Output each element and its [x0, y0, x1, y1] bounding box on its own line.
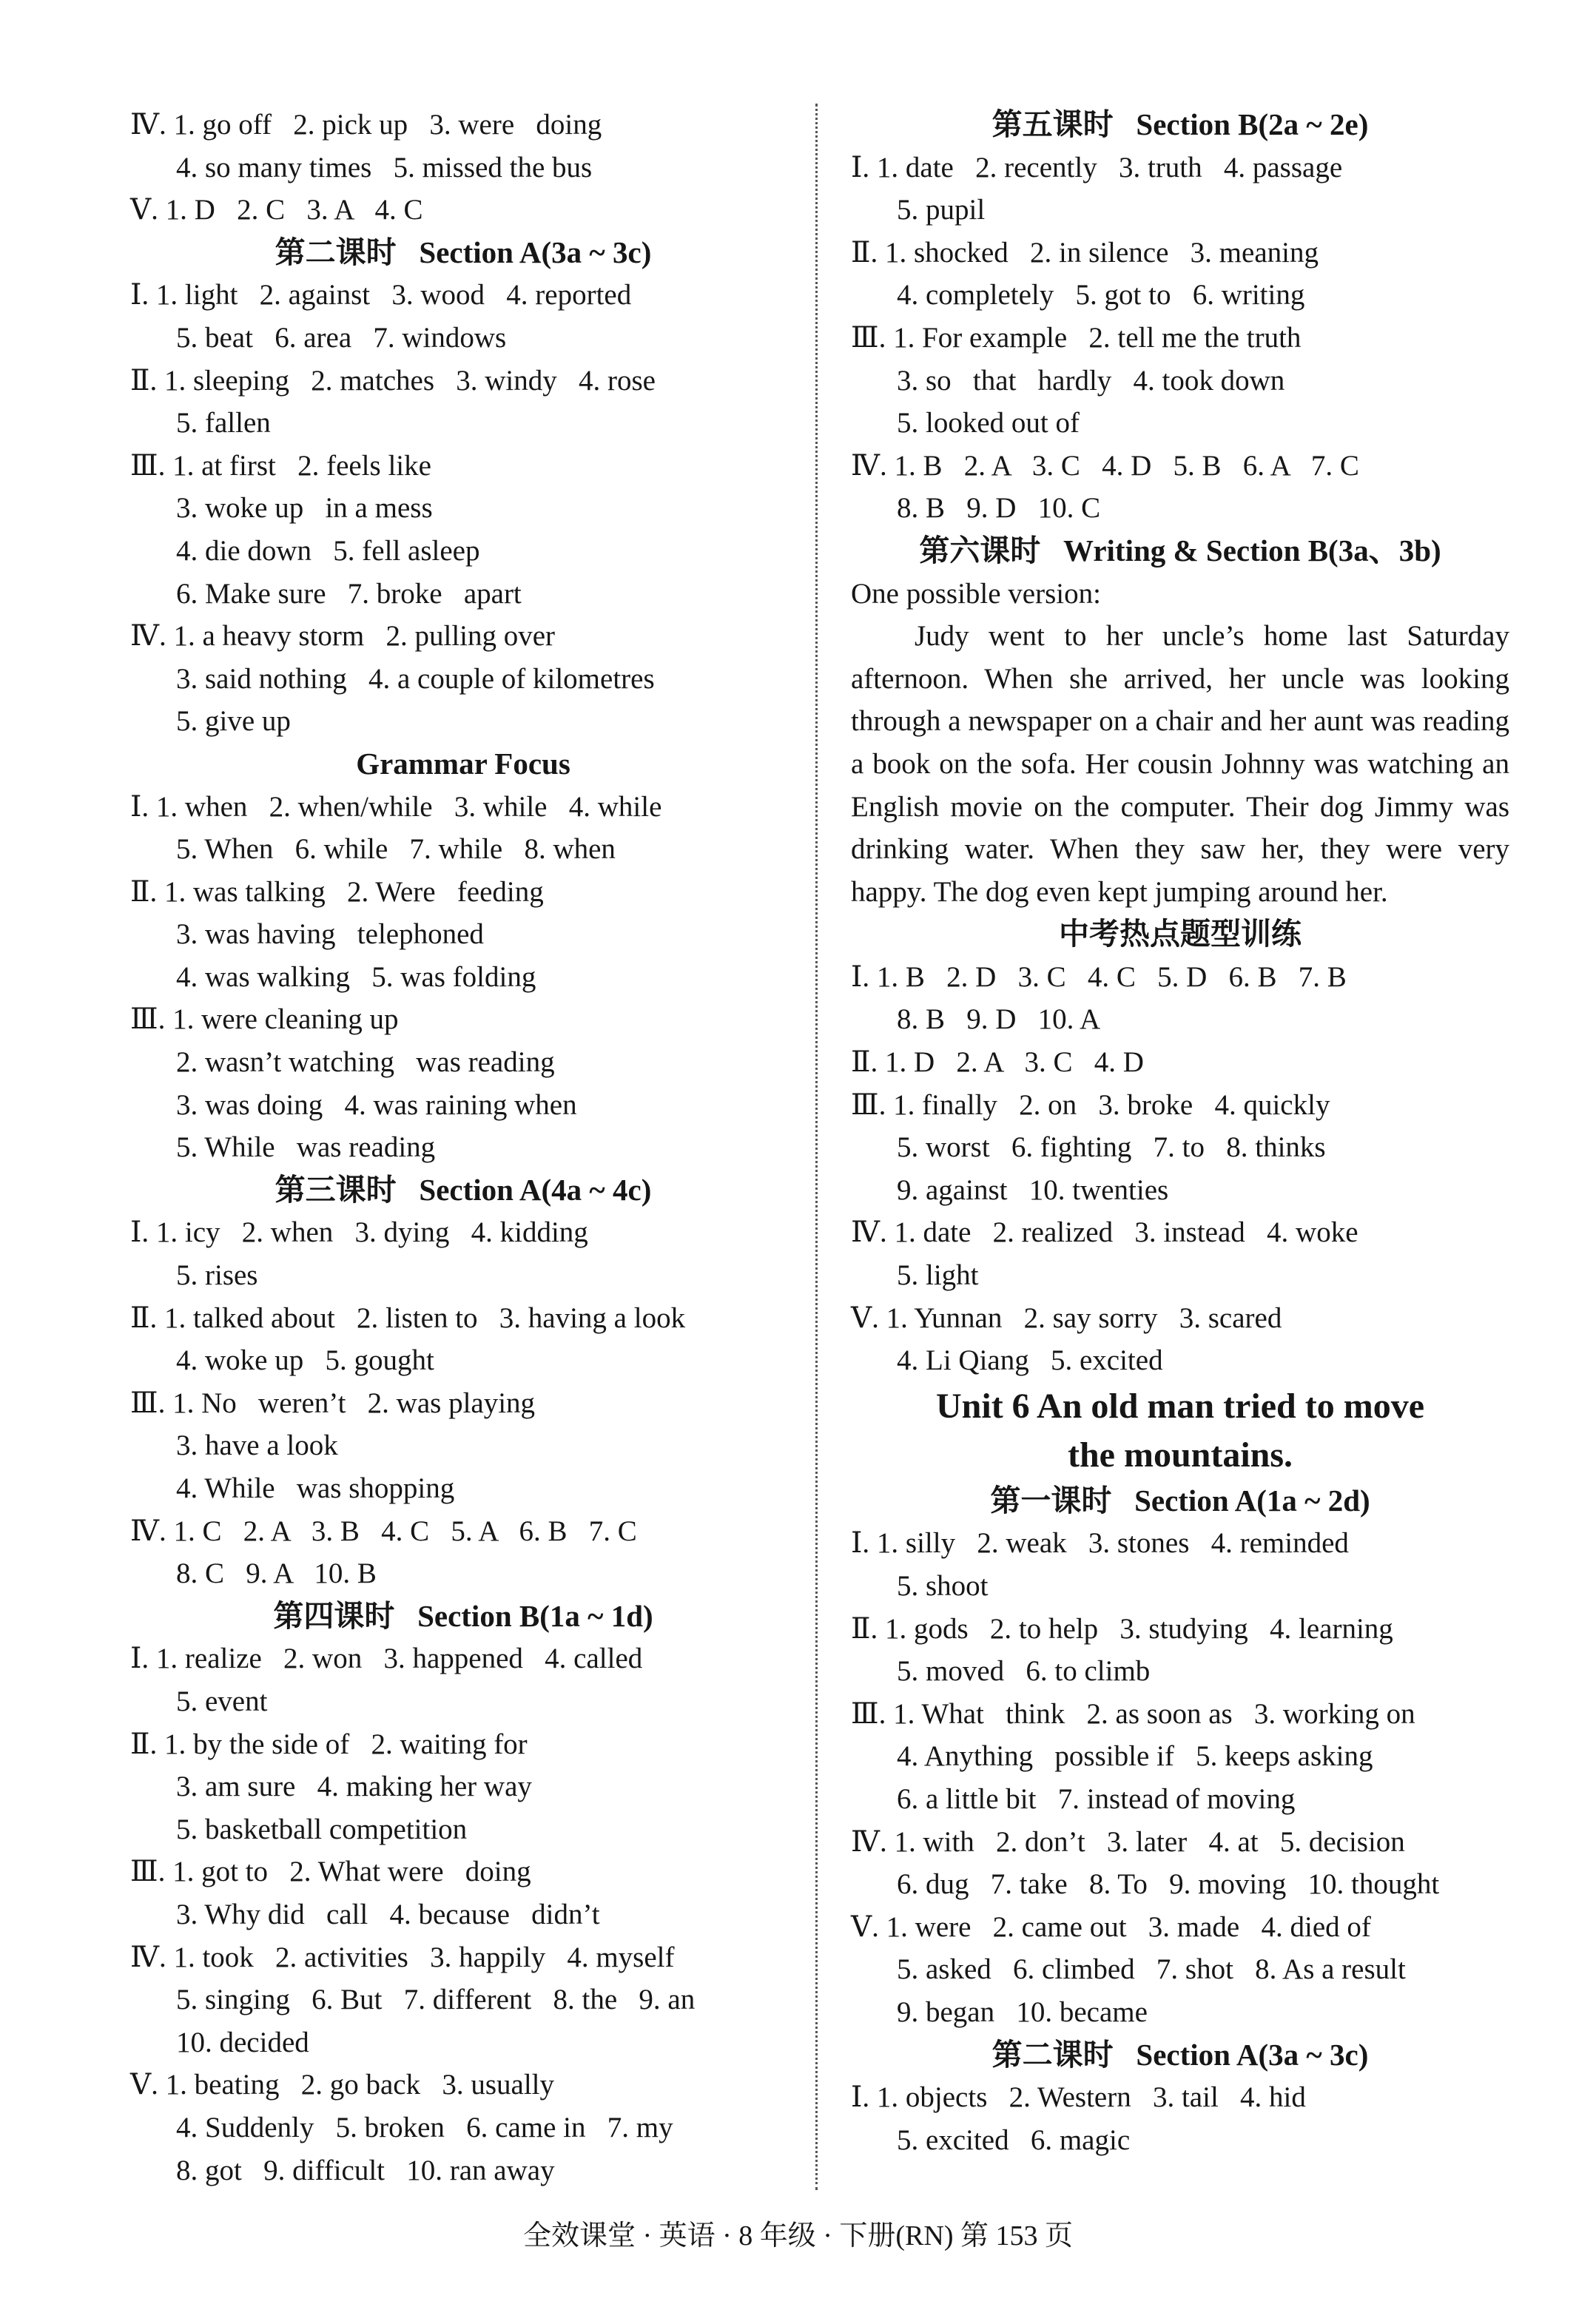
- section-heading: 第三课时 Section A(4a ~ 4c): [275, 1172, 652, 1207]
- column-divider: [815, 104, 818, 2190]
- answer-line-continued: 10. decided: [176, 2026, 309, 2058]
- section-heading: 第二课时 Section A(3a ~ 3c): [991, 2037, 1369, 2072]
- answer-line: Ⅴ. 1. were 2. came out 3. made 4. died of: [851, 1910, 1371, 1943]
- answer-line: Ⅲ. 1. For example 2. tell me the truth: [851, 321, 1302, 354]
- unit-title: Unit 6 An old man tried to move: [936, 1386, 1424, 1426]
- answer-line: Ⅲ. 1. finally 2. on 3. broke 4. quickly: [851, 1088, 1330, 1121]
- answer-line-continued: 9. against 10. twenties: [897, 1173, 1169, 1206]
- answer-line: Ⅱ. 1. D 2. A 3. C 4. D: [851, 1046, 1144, 1079]
- answer-line: Ⅰ. 1. objects 2. Western 3. tail 4. hid: [851, 2081, 1306, 2114]
- answer-line-continued: 5. basketball competition: [176, 1813, 468, 1845]
- section-heading: Grammar Focus: [356, 746, 570, 781]
- answer-line: Ⅲ. 1. got to 2. What were doing: [130, 1856, 531, 1888]
- page-footer: 全效课堂 · 英语 · 8 年级 · 下册(RN) 第 153 页: [522, 2220, 1074, 2251]
- answer-line: Ⅲ. 1. at first 2. feels like: [130, 449, 431, 482]
- section-heading: 第四课时 Section B(1a ~ 1d): [273, 1598, 653, 1633]
- answer-line-continued: 3. was having telephoned: [176, 918, 484, 951]
- answer-line: Ⅰ. 1. light 2. against 3. wood 4. reported: [130, 279, 632, 311]
- answer-line-continued: 4. Anything possible if 5. keeps asking: [897, 1740, 1373, 1773]
- answer-line-continued: 4. Li Qiang 5. excited: [897, 1344, 1163, 1377]
- section-heading: 第二课时 Section A(3a ~ 3c): [275, 235, 652, 269]
- answer-line-continued: 4. was walking 5. was folding: [176, 960, 536, 993]
- answer-line-continued: 3. said nothing 4. a couple of kilometres: [176, 662, 655, 695]
- answer-line-continued: 5. give up: [176, 705, 291, 738]
- answer-line-continued: 3. have a look: [176, 1429, 338, 1462]
- answer-line-continued: 3. woke up in a mess: [176, 492, 433, 525]
- answer-line: Ⅱ. 1. was talking 2. Were feeding: [130, 875, 544, 908]
- section-heading: 第五课时 Section B(2a ~ 2e): [991, 107, 1369, 141]
- answer-line-continued: 5. worst 6. fighting 7. to 8. thinks: [897, 1131, 1326, 1164]
- answer-line: Ⅳ. 1. date 2. realized 3. instead 4. woke: [851, 1216, 1358, 1249]
- answer-line-continued: 3. am sure 4. making her way: [176, 1771, 532, 1803]
- answer-line-continued: 5. light: [897, 1259, 979, 1292]
- answer-line-continued: 4. completely 5. got to 6. writing: [897, 279, 1305, 311]
- answer-line-continued: 5. When 6. while 7. while 8. when: [176, 833, 616, 866]
- answer-line-continued: 6. dug 7. take 8. To 9. moving 10. thought: [897, 1868, 1440, 1901]
- answer-line: Ⅱ. 1. gods 2. to help 3. studying 4. learning: [851, 1612, 1393, 1645]
- section-heading: 第六课时 Writing & Section B(3a、3b): [919, 533, 1441, 567]
- right-answer-column: [851, 104, 1509, 2161]
- answer-line-continued: 5. moved 6. to climb: [897, 1655, 1151, 1688]
- section-heading: 中考热点题型训练: [1059, 917, 1302, 952]
- answer-line-continued: 4. woke up 5. gought: [176, 1344, 434, 1377]
- answer-line: Ⅳ. 1. with 2. don’t 3. later 4. at 5. decision: [851, 1825, 1405, 1858]
- answer-line: Ⅰ. 1. date 2. recently 3. truth 4. passage: [851, 151, 1343, 183]
- answer-line-continued: 6. a little bit 7. instead of moving: [897, 1782, 1296, 1815]
- answer-line-continued: 3. was doing 4. was raining when: [176, 1088, 577, 1121]
- answer-line-continued: 3. so that hardly 4. took down: [897, 364, 1285, 397]
- answer-line: Ⅳ. 1. took 2. activities 3. happily 4. myself: [130, 1941, 675, 1973]
- answer-line-continued: 5. excited 6. magic: [897, 2123, 1131, 2156]
- answer-line-continued: 5. shoot: [897, 1570, 989, 1602]
- answer-line-continued: 5. While was reading: [176, 1131, 436, 1164]
- answer-line: Ⅳ. 1. C 2. A 3. B 4. C 5. A 6. B 7. C: [130, 1515, 637, 1547]
- answer-line-continued: 5. fallen: [176, 407, 271, 439]
- answer-line: Ⅰ. 1. B 2. D 3. C 4. C 5. D 6. B 7. B: [851, 960, 1347, 993]
- answer-line: Ⅰ. 1. icy 2. when 3. dying 4. kidding: [130, 1216, 588, 1249]
- answer-line-continued: 4. die down 5. fell asleep: [176, 534, 480, 567]
- answer-line-continued: 4. While was shopping: [176, 1472, 455, 1504]
- answer-line: Ⅲ. 1. What think 2. as soon as 3. working on: [851, 1697, 1415, 1730]
- answer-line: Ⅰ. 1. realize 2. won 3. happened 4. called: [130, 1643, 643, 1675]
- sample-essay: Judy went to her uncle’s home last Saturday afternoon. When she arrived, her uncle was looking through a newspaper on a chair and her aunt was reading a book on the sofa. Her cousin Johnny was watching an English movie on the computer. Their dog Jimmy was drinking water. When they saw her, they were very happy. The dog even kept jumping around her.: [851, 620, 1509, 908]
- answer-line-continued: 5. event: [176, 1685, 268, 1717]
- answer-line: Ⅰ. 1. when 2. when/while 3. while 4. while: [130, 790, 662, 823]
- answer-line: Ⅳ. 1. B 2. A 3. C 4. D 5. B 6. A 7. C: [851, 449, 1359, 482]
- answer-line-continued: 4. Suddenly 5. broken 6. came in 7. my: [176, 2111, 673, 2143]
- answer-line: Ⅱ. 1. shocked 2. in silence 3. meaning: [851, 236, 1319, 269]
- answer-line-continued: 8. C 9. A 10. B: [176, 1557, 377, 1590]
- answer-line: Ⅱ. 1. by the side of 2. waiting for: [130, 1728, 528, 1760]
- answer-line: Ⅲ. 1. No weren’t 2. was playing: [130, 1387, 536, 1419]
- answer-line: Ⅴ. 1. beating 2. go back 3. usually: [130, 2069, 554, 2101]
- answer-line-continued: 8. B 9. D 10. C: [897, 492, 1101, 525]
- answer-line-continued: 5. singing 6. But 7. different 8. the 9. an: [176, 1984, 696, 2016]
- answer-line-continued: 2. wasn’t watching was reading: [176, 1046, 555, 1079]
- answer-line: Ⅰ. 1. silly 2. weak 3. stones 4. reminded: [851, 1527, 1349, 1560]
- answer-line-continued: 6. Make sure 7. broke apart: [176, 577, 522, 610]
- answer-line-continued: 5. asked 6. climbed 7. shot 8. As a result: [897, 1953, 1406, 1986]
- answer-line: Ⅴ. 1. D 2. C 3. A 4. C: [130, 194, 423, 226]
- answer-line-continued: 9. began 10. became: [897, 1995, 1148, 2028]
- answer-line: Ⅱ. 1. talked about 2. listen to 3. having a look: [130, 1301, 686, 1334]
- answer-line: Ⅲ. 1. were cleaning up: [130, 1003, 399, 1036]
- answer-line-continued: 5. looked out of: [897, 407, 1080, 439]
- unit-title: the mountains.: [1067, 1435, 1293, 1475]
- section-heading: 第一课时 Section A(1a ~ 2d): [990, 1483, 1370, 1518]
- answer-line-continued: 8. B 9. D 10. A: [897, 1003, 1101, 1036]
- answer-line-continued: 8. got 9. difficult 10. ran away: [176, 2154, 555, 2186]
- answer-line-continued: 5. beat 6. area 7. windows: [176, 321, 507, 354]
- answer-line-continued: 4. so many times 5. missed the bus: [176, 151, 593, 183]
- answer-line: Ⅴ. 1. Yunnan 2. say sorry 3. scared: [851, 1301, 1282, 1334]
- answer-line-continued: 5. pupil: [897, 194, 986, 226]
- answer-line-continued: 5. rises: [176, 1259, 258, 1292]
- left-answer-column: [130, 104, 796, 2192]
- answer-line: Ⅳ. 1. a heavy storm 2. pulling over: [130, 620, 556, 653]
- answer-line-continued: 3. Why did call 4. because didn’t: [176, 1898, 600, 1930]
- answer-line: Ⅱ. 1. sleeping 2. matches 3. windy 4. rose: [130, 364, 656, 397]
- version-label: One possible version:: [851, 577, 1101, 610]
- answer-line: Ⅳ. 1. go off 2. pick up 3. were doing: [130, 109, 602, 141]
